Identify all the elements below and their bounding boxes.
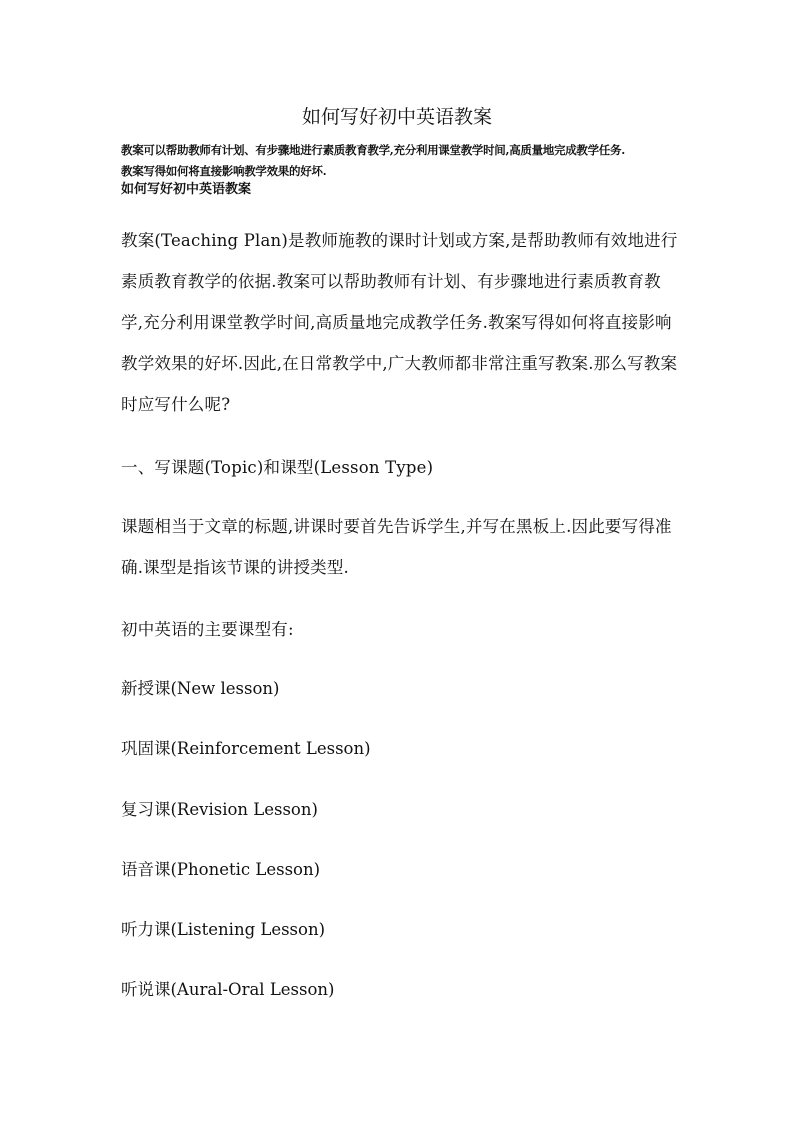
lesson-type-item: 巩固课(Reinforcement Lesson)	[121, 739, 371, 758]
lesson-type-item: 新授课(New lesson)	[121, 679, 280, 698]
intro-paragraph: 教案(Teaching Plan)是教师施教的课时计划或方案,是帮助教师有效地进行素质教育教学的依据.教案可以帮助教师有计划、有步骤地进行素质教育教学,充分利用课堂教学时间,高质量地完成教学任务.教案写得如何将直接影响教学效果的好坏.因此,在日常教学中,广大教师都非常注重写教案.那么写教案时应写什么呢?	[121, 231, 678, 414]
abstract-line-2: 教案写得如何将直接影响教学效果的好坏.	[121, 164, 327, 178]
document-subtitle: 如何写好初中英语教案	[121, 182, 252, 197]
section-heading-topic: 一、写课题(Topic)和课型(Lesson Type)	[121, 458, 434, 477]
lesson-type-item: 复习课(Revision Lesson)	[121, 800, 318, 819]
lesson-type-item: 语音课(Phonetic Lesson)	[121, 860, 321, 879]
abstract-line-1: 教案可以帮助教师有计划、有步骤地进行素质教育教学,充分利用课堂教学时间,高质量地完成教学任务.	[121, 143, 625, 157]
abstract	[121, 140, 681, 182]
lessons-intro: 初中英语的主要课型有:	[121, 620, 294, 639]
document-title: 如何写好初中英语教案	[301, 106, 492, 128]
section-paragraph-topic: 课题相当于文章的标题,讲课时要首先告诉学生,并写在黑板上.因此要写得准确.课型是指该节课的讲授类型.	[121, 517, 672, 577]
lesson-type-item: 听说课(Aural-Oral Lesson)	[121, 980, 335, 999]
lesson-type-item: 听力课(Listening Lesson)	[121, 920, 326, 939]
